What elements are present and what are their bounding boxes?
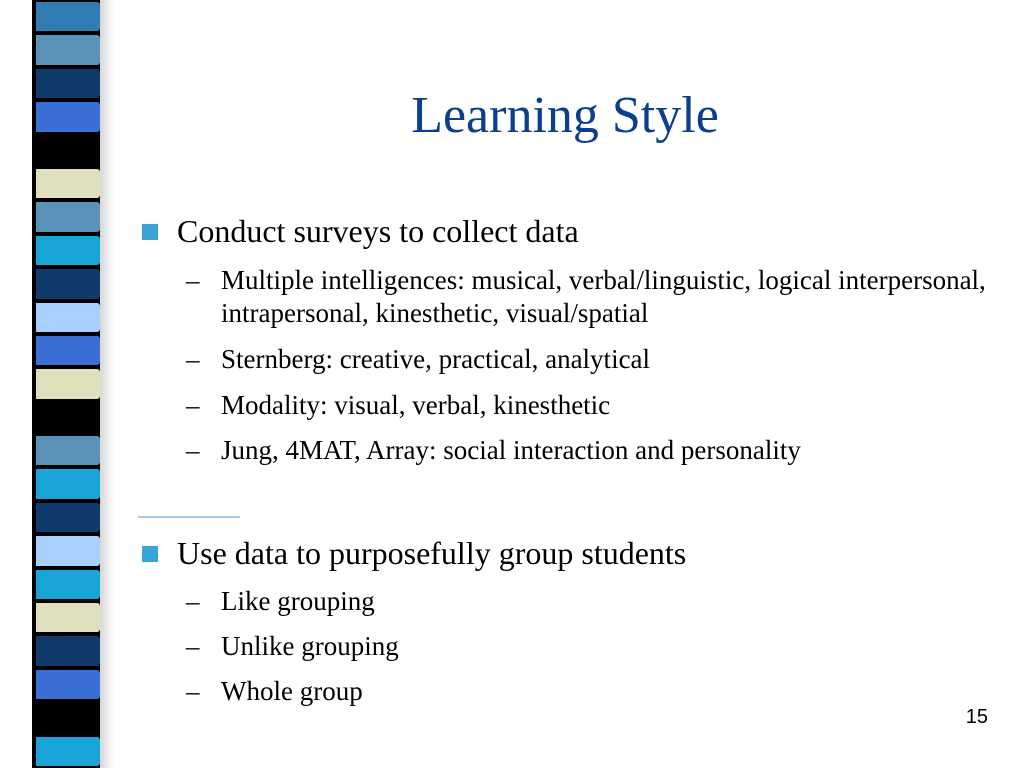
decorative-stripe xyxy=(36,737,100,766)
dash-icon: – xyxy=(186,435,200,465)
sub-bullet-text: Modality: visual, verbal, kinesthetic xyxy=(221,390,611,420)
decorative-stripe xyxy=(36,69,100,98)
dash-icon: – xyxy=(186,586,200,616)
decorative-stripe xyxy=(36,703,100,732)
sub-bullet-item xyxy=(186,675,1006,708)
decorative-stripe xyxy=(36,603,100,632)
decorative-stripe xyxy=(36,469,100,498)
decorative-stripe xyxy=(36,670,100,699)
decorative-stripe xyxy=(36,2,100,31)
slide-title: Learning Style xyxy=(411,87,719,144)
bullet-text: Conduct surveys to collect data xyxy=(177,213,579,249)
sub-bullet-item xyxy=(186,434,1006,467)
divider xyxy=(138,516,240,518)
square-bullet-icon xyxy=(142,546,158,562)
sub-bullet-text: Jung, 4MAT, Array: social interaction and personality xyxy=(221,435,801,465)
sub-bullet-text: Sternberg: creative, practical, analytical xyxy=(221,344,651,374)
sub-bullet-text: Like grouping xyxy=(221,586,375,616)
decorative-stripe xyxy=(36,136,100,165)
decorative-stripe xyxy=(36,169,100,198)
decorative-stripe xyxy=(36,570,100,599)
decorative-stripe xyxy=(36,236,100,265)
decorative-stripe xyxy=(36,303,100,332)
decorative-stripe xyxy=(36,436,100,465)
decorative-stripe xyxy=(36,403,100,432)
bullet-item xyxy=(142,212,1002,250)
sub-bullet-item xyxy=(186,389,1006,422)
decorative-stripe xyxy=(36,536,100,565)
decorative-stripe xyxy=(36,636,100,665)
dash-icon: – xyxy=(186,631,200,661)
sub-bullet-item xyxy=(186,585,1006,618)
sub-bullet-item xyxy=(186,264,1006,330)
sub-bullet-item xyxy=(186,630,1006,663)
page-number: 15 xyxy=(965,706,988,728)
sub-bullet-item xyxy=(186,343,1006,376)
decorative-stripe-bar xyxy=(32,0,100,768)
bullet-item xyxy=(142,534,1002,572)
dash-icon: – xyxy=(186,265,200,295)
decorative-stripe xyxy=(36,336,100,365)
decorative-stripe xyxy=(36,269,100,298)
sub-bullet-text: Multiple intelligences: musical, verbal/linguistic, logical interpersonal, intrapersonal, kinesthetic, visual/spatial xyxy=(221,265,986,328)
sub-bullet-text: Unlike grouping xyxy=(221,631,399,661)
stripe-shadow xyxy=(100,0,114,768)
bullet-text: Use data to purposefully group students xyxy=(177,535,687,571)
sub-bullet-text: Whole group xyxy=(221,676,363,706)
square-bullet-icon xyxy=(142,224,158,240)
decorative-stripe xyxy=(36,35,100,64)
dash-icon: – xyxy=(186,676,200,706)
decorative-stripe xyxy=(36,369,100,398)
decorative-stripe xyxy=(36,202,100,231)
decorative-stripe xyxy=(36,503,100,532)
decorative-stripe xyxy=(36,102,100,131)
dash-icon: – xyxy=(186,344,200,374)
dash-icon: – xyxy=(186,390,200,420)
